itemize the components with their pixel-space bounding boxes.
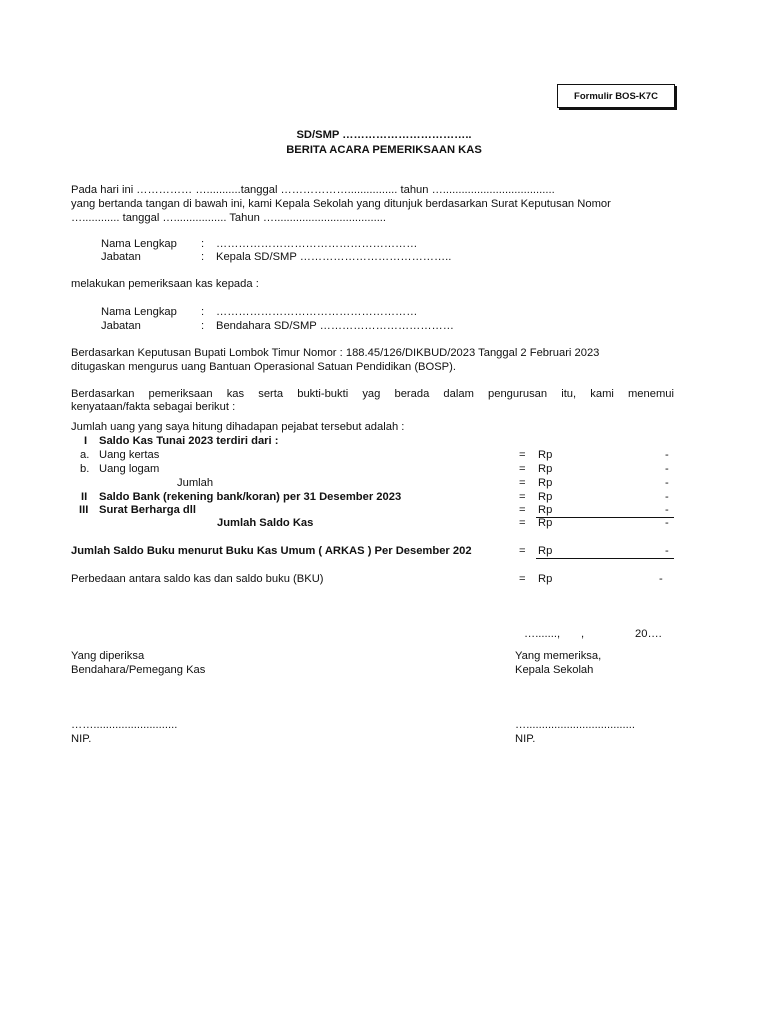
total-separator-line <box>536 517 674 518</box>
form-code-box <box>557 84 675 108</box>
subtotal-label: Jumlah <box>177 477 214 489</box>
examiner-name-colon: : <box>201 238 205 250</box>
examinee-name-colon: : <box>201 306 205 318</box>
difference-value: - <box>659 573 663 585</box>
check-intro: melakukan pemeriksaan kas kepada : <box>71 278 259 290</box>
section-2-rp: Rp <box>538 491 553 503</box>
row-b-letter: b. <box>80 463 90 475</box>
date-year: 20…. <box>635 628 662 640</box>
book-balance-value: - <box>665 545 669 557</box>
section-2-number: II <box>81 491 88 503</box>
row-b-value: - <box>665 463 669 475</box>
examiner-position-colon: : <box>201 251 205 263</box>
left-sign-nip: NIP. <box>71 733 92 745</box>
total-cash-eq: = <box>519 517 526 529</box>
form-code: Formulir BOS-K7C <box>574 90 658 102</box>
book-balance-eq: = <box>519 545 526 557</box>
section-2-eq: = <box>519 491 526 503</box>
facts-line-1: Berdasarkan pemeriksaan kas serta bukti-bukti yag berada dalam pengurusan itu, kami menemui <box>71 388 674 400</box>
intro-line-1: Pada hari ini …………… …...........tanggal ………………................ tahun ….................................... <box>71 184 555 196</box>
subtotal-eq: = <box>519 477 526 489</box>
total-cash-label: Jumlah Saldo Kas <box>217 517 314 529</box>
section-3-rp: Rp <box>538 504 553 516</box>
subtotal-value: - <box>665 477 669 489</box>
left-sign-role-2: Bendahara/Pemegang Kas <box>71 664 206 676</box>
subtotal-rp: Rp <box>538 477 553 489</box>
row-a-label: Uang kertas <box>99 449 160 461</box>
row-b-label: Uang logam <box>99 463 160 475</box>
right-sign-role-2: Kepala Sekolah <box>515 664 594 676</box>
examiner-name-label: Nama Lengkap <box>101 238 177 250</box>
section-2-value: - <box>665 491 669 503</box>
difference-eq: = <box>519 573 526 585</box>
book-balance-label: Jumlah Saldo Buku menurut Buku Kas Umum ( ARKAS ) Per Desember 202 <box>71 545 472 557</box>
examinee-name-value: ……………………………………………… <box>216 306 418 318</box>
examiner-position-value: Kepala SD/SMP ………………………………….. <box>216 251 452 263</box>
book-balance-underline <box>536 558 674 559</box>
total-cash-rp: Rp <box>538 517 553 529</box>
right-sign-name: …................................... <box>515 719 635 731</box>
examinee-position-value: Bendahara SD/SMP ……………………………… <box>216 320 454 332</box>
date-comma: , <box>581 628 585 640</box>
right-sign-nip: NIP. <box>515 733 536 745</box>
section-3-number: III <box>79 504 89 516</box>
decree-line-2: ditugaskan mengurus uang Bantuan Operasional Satuan Pendidikan (BOSP). <box>71 361 456 373</box>
row-b-eq: = <box>519 463 526 475</box>
right-sign-role-1: Yang memeriksa, <box>515 650 602 662</box>
examinee-position-colon: : <box>201 320 205 332</box>
section-1-number: I <box>84 435 88 447</box>
row-a-value: - <box>665 449 669 461</box>
examinee-position-label: Jabatan <box>101 320 141 332</box>
row-a-rp: Rp <box>538 449 553 461</box>
section-2-label: Saldo Bank (rekening bank/koran) per 31 Desember 2023 <box>99 491 402 503</box>
intro-line-2: yang bertanda tangan di bawah ini, kami Kepala Sekolah yang ditunjuk berdasarkan Surat Keputusan Nomor <box>71 198 611 210</box>
row-a-eq: = <box>519 449 526 461</box>
book-balance-rp: Rp <box>538 545 553 557</box>
row-a-letter: a. <box>80 449 90 461</box>
school-heading: SD/SMP …………………………….. <box>296 129 472 141</box>
total-cash-value: - <box>665 517 669 529</box>
examiner-position-label: Jabatan <box>101 251 141 263</box>
section-1-label: Saldo Kas Tunai 2023 terdiri dari : <box>99 435 279 447</box>
section-3-eq: = <box>519 504 526 516</box>
difference-rp: Rp <box>538 573 553 585</box>
date-place: …......., <box>524 628 561 640</box>
left-sign-role-1: Yang diperiksa <box>71 650 145 662</box>
count-intro: Jumlah uang yang saya hitung dihadapan pejabat tersebut adalah : <box>71 421 405 433</box>
left-sign-name: ……........................... <box>71 719 178 731</box>
difference-label: Perbedaan antara saldo kas dan saldo buku (BKU) <box>71 573 324 585</box>
document-title: BERITA ACARA PEMERIKSAAN KAS <box>286 144 482 156</box>
section-3-value: - <box>665 504 669 516</box>
decree-line-1: Berdasarkan Keputusan Bupati Lombok Timur Nomor : 188.45/126/DIKBUD/2023 Tanggal 2 Februari 2023 <box>71 347 600 359</box>
examinee-name-label: Nama Lengkap <box>101 306 177 318</box>
section-3-label: Surat Berharga dll <box>99 504 196 516</box>
facts-line-2: kenyataan/fakta sebagai berikut : <box>71 401 236 413</box>
intro-line-3: …............ tanggal …................. Tahun ….................................... <box>71 212 387 224</box>
examiner-name-value: ……………………………………………… <box>216 238 418 250</box>
row-b-rp: Rp <box>538 463 553 475</box>
